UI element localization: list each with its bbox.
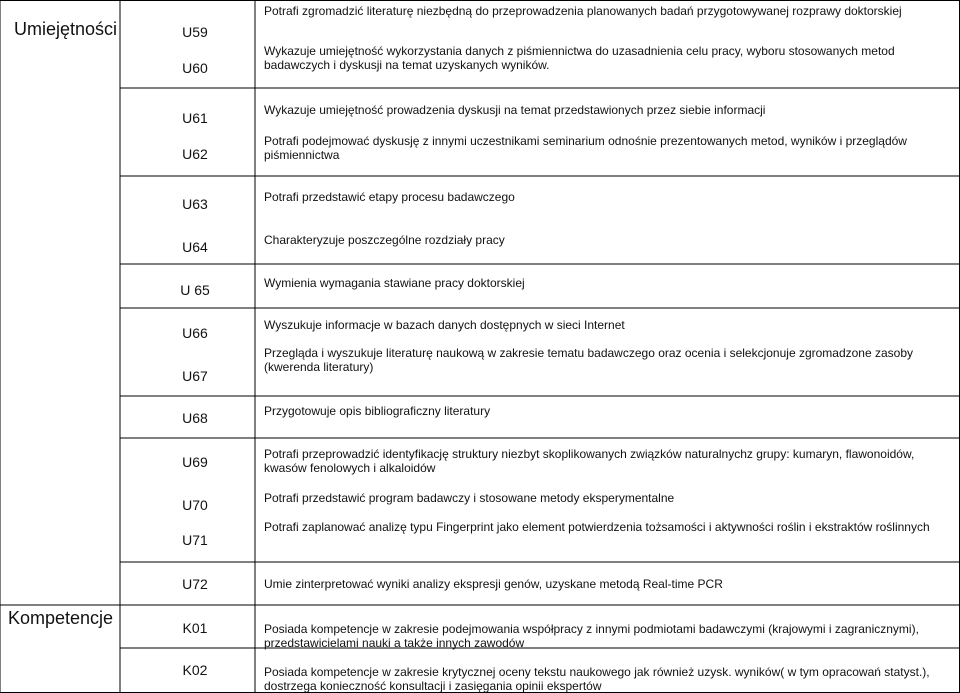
code-u61: U61 (182, 110, 208, 126)
desc-u63: Potrafi przedstawić etapy procesu badawczego (264, 190, 515, 204)
code-u64: U64 (182, 239, 208, 255)
code-u71: U71 (182, 532, 208, 548)
desc-u71: Potrafi zaplanować analizę typu Fingerprint jako element potwierdzenia tożsamości i aktywności roślin i ekstraktów roślinnych (264, 520, 930, 534)
category-competences: Kompetencje (8, 608, 114, 628)
code-u62: U62 (182, 146, 208, 162)
code-u65: U 65 (180, 282, 210, 298)
code-u66: U66 (182, 325, 208, 341)
code-u72: U72 (182, 576, 208, 592)
code-u60: U60 (182, 60, 208, 76)
desc-u61: Wykazuje umiejętność prowadzenia dyskusji na temat przedstawionych przez siebie informacji (264, 103, 766, 117)
code-k01: K01 (182, 620, 208, 636)
desc-u68: Przygotowuje opis bibliograficzny literatury (264, 404, 491, 418)
code-u67: U67 (182, 368, 208, 384)
code-u69: U69 (182, 454, 208, 470)
desc-u70: Potrafi przedstawić program badawczy i stosowane metody eksperymentalne (264, 491, 675, 505)
code-k02: K02 (182, 662, 208, 678)
code-u68: U68 (182, 410, 208, 426)
desc-k02: Posiada kompetencje w zakresie krytycznej oceny tekstu naukowego jak również uzysk. wyników( w tym opracowań statyst.), dostrzega konieczność konsultacji i zasięgania opinii ekspertów (264, 665, 930, 693)
code-u59: U59 (182, 24, 208, 40)
desc-u72: Umie zinterpretować wyniki analizy ekspresji genów, uzyskane metodą Real-time PCR (264, 577, 723, 591)
desc-u64: Charakteryzuje poszczególne rozdziały pracy (264, 233, 505, 247)
code-u63: U63 (182, 196, 208, 212)
desc-u67: Przegląda i wyszukuje literaturę naukową w zakresie tematu badawczego oraz ocenia i selekcjonuje zgromadzone zasoby (kwerenda literatury) (264, 346, 914, 374)
desc-u69: Potrafi przeprowadzić identyfikację struktury niezbyt skoplikowanych związków naturalnychz grupy: kumaryn, flawonoidów, kwasów fenolowych i alkaloidów (264, 447, 915, 475)
code-u70: U70 (182, 497, 208, 513)
desc-u60: Wykazuje umiejętność wykorzystania danych z piśmiennictwa do uzasadnienia celu pracy, wyboru stosowanych metod badawczych i dyskusji na temat uzyskanych wyników. (264, 44, 895, 72)
desc-k01: Posiada kompetencje w zakresie podejmowania współpracy z innymi podmiotami badawczymi (krajowymi i zagranicznymi), przedstawicielami nauki a także innych zawodów (264, 622, 919, 650)
category-skills: Umiejętności (14, 19, 118, 39)
desc-u66: Wyszukuje informacje w bazach danych dostępnych w sieci Internet (264, 318, 625, 332)
desc-u65: Wymienia wymagania stawiane pracy doktorskiej (264, 276, 525, 290)
desc-u62: Potrafi podejmować dyskusję z innymi uczestnikami seminarium odnośnie prezentowanych metod, wyników i przeglądów piśmiennictwa (264, 134, 907, 162)
desc-u59: Potrafi zgromadzić literaturę niezbędną do przeprowadzenia planowanych badań przygotowywanej rozprawy doktorskiej (264, 4, 902, 18)
